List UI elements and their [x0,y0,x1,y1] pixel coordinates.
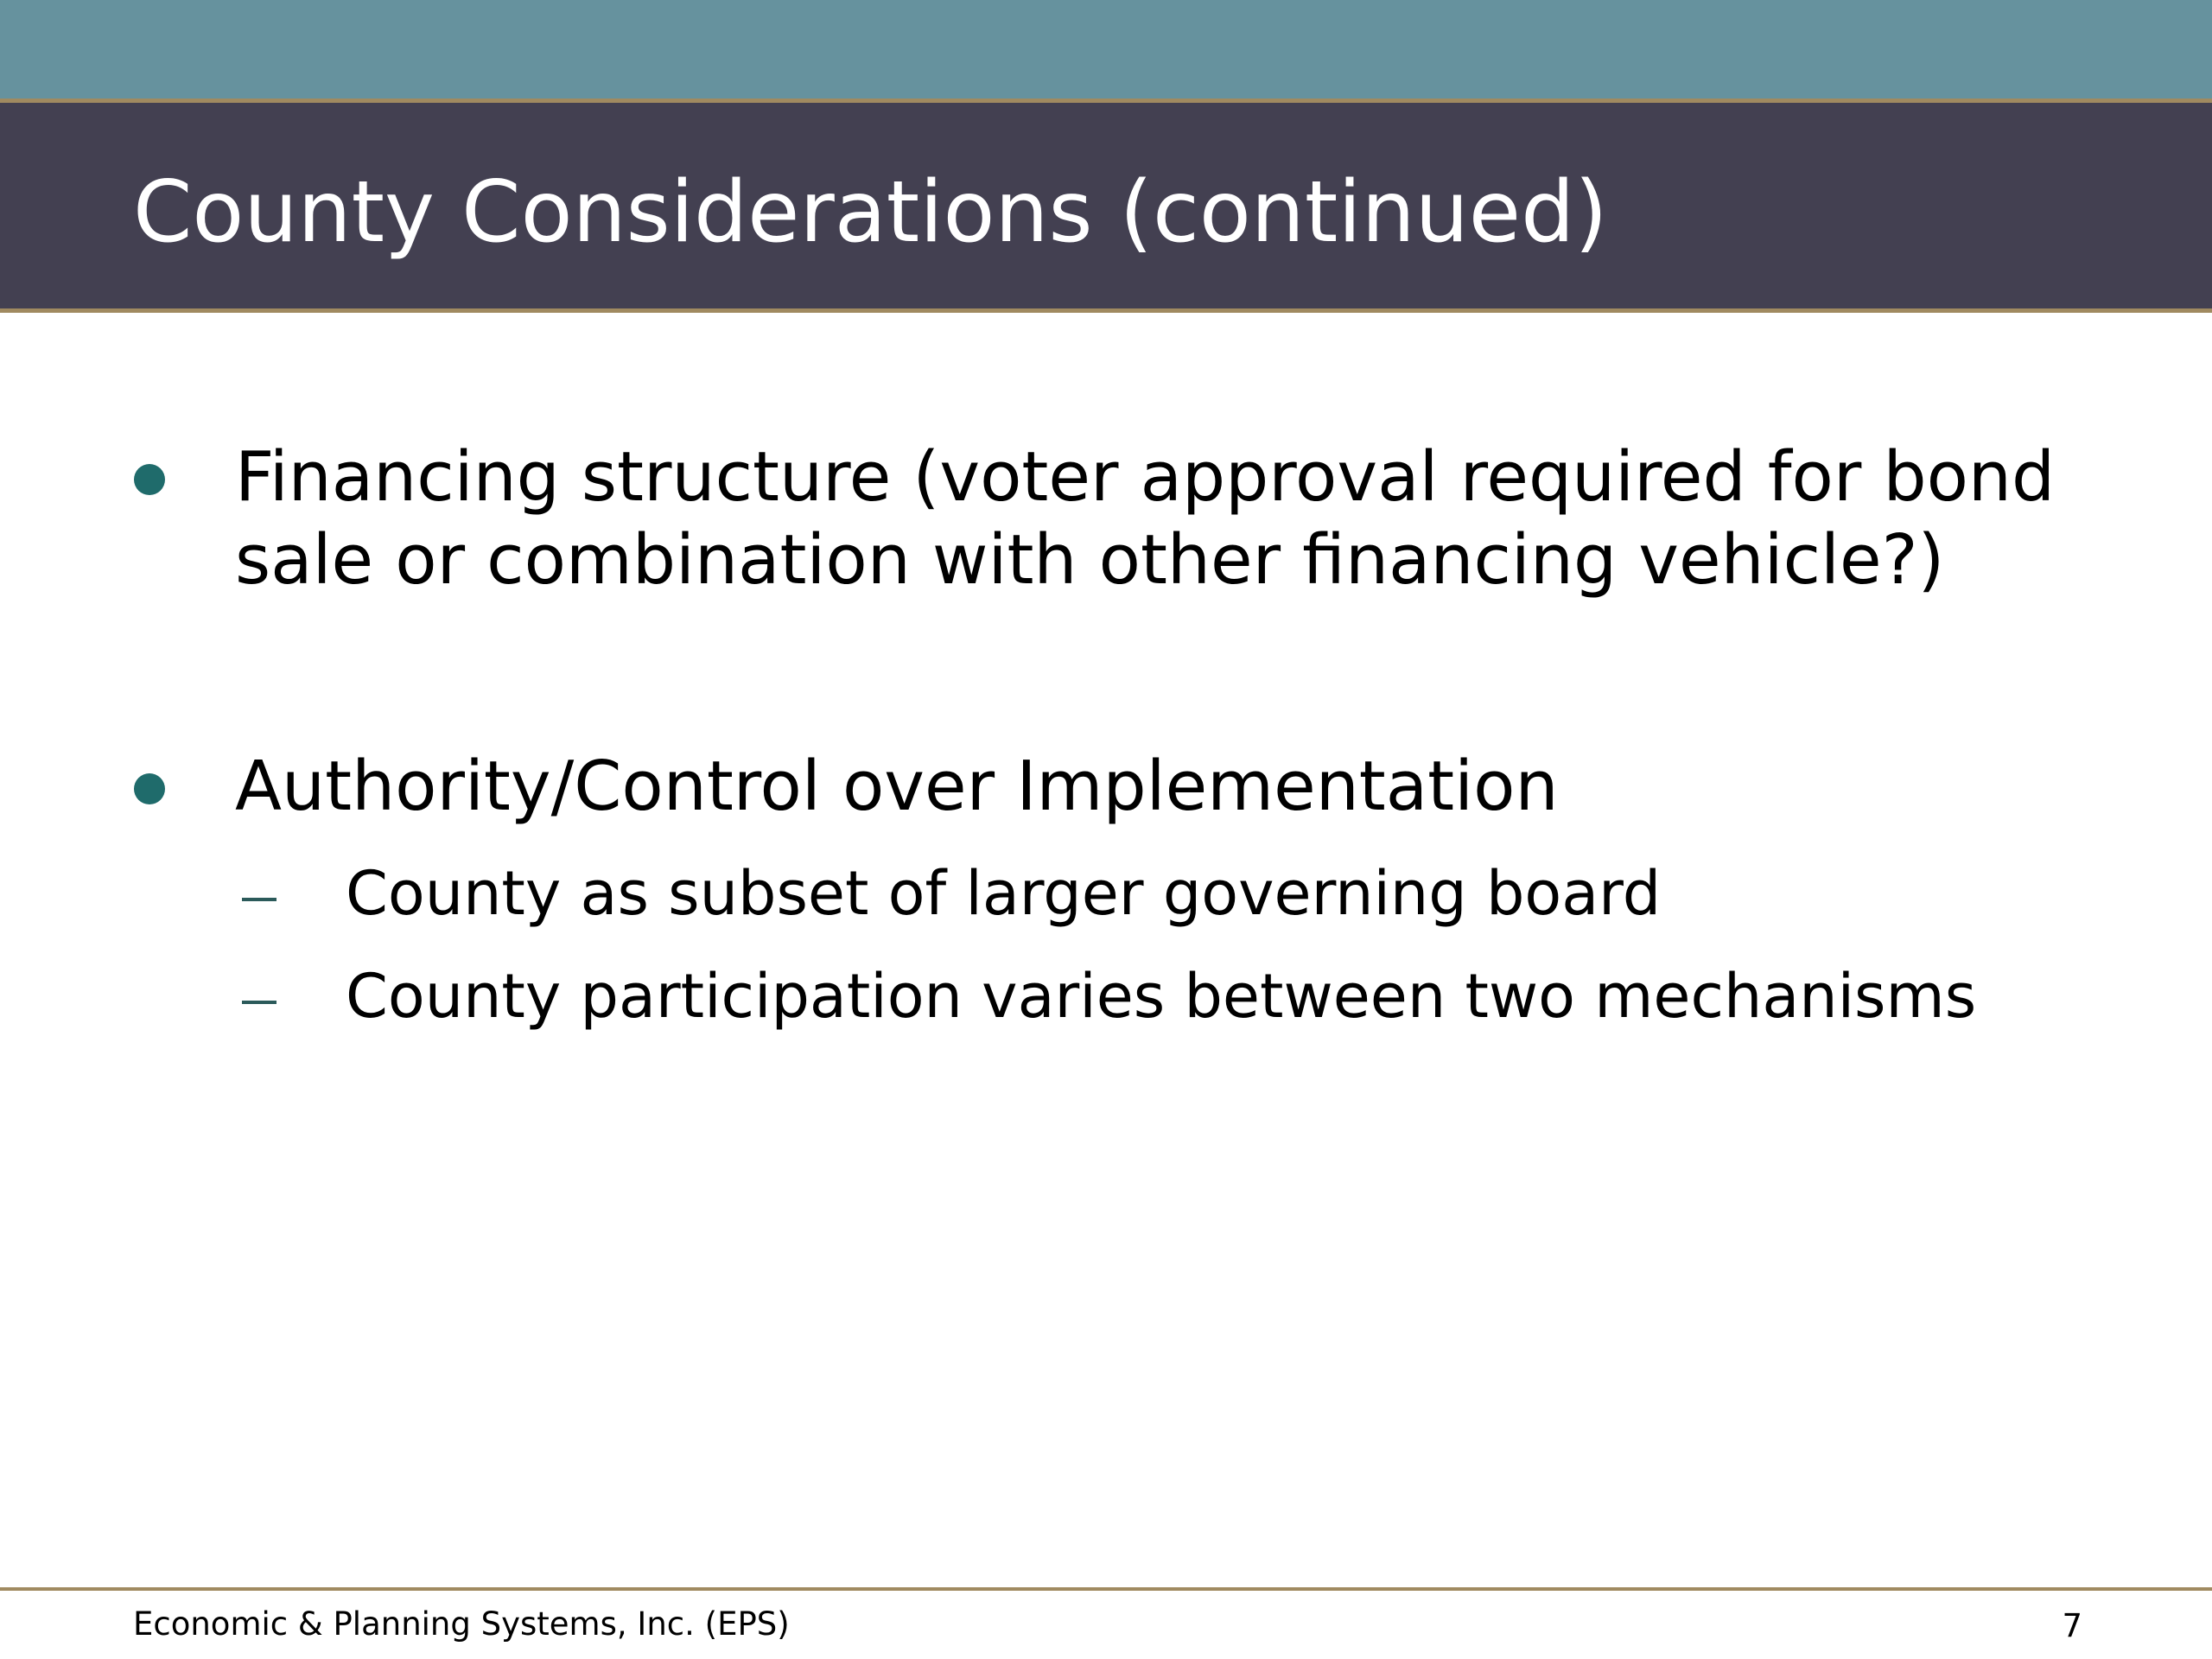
bullet-authority-control: Authority/Control over Implementation [235,747,1559,826]
title-underline-rule [0,308,2212,313]
bullet-financing-structure: Financing structure (voter approval required for bond sale or combination with other financing vehicle?) [235,437,2056,600]
sub-bullet-county-participation: County participation varies between two mechanisms [346,961,1977,1032]
dash-icon [242,898,276,901]
footer-rule [0,1587,2212,1591]
bullet-dot-icon [134,773,165,804]
sub-bullet-county-subset: County as subset of larger governing board [346,858,1662,929]
footer-organization: Economic & Planning Systems, Inc. (EPS) [133,1605,790,1643]
page-number: 7 [2062,1607,2082,1644]
slide-title: County Considerations (continued) [133,163,1608,262]
dash-icon [242,1001,276,1004]
bullet-dot-icon [134,464,165,495]
top-accent-band [0,0,2212,99]
